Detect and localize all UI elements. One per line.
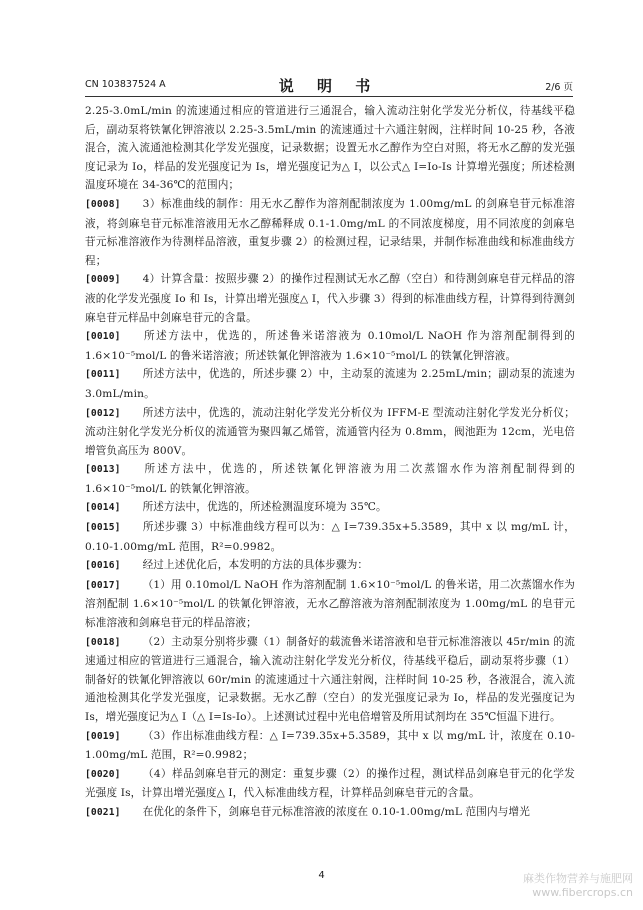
- paragraph: [85, 803, 575, 823]
- paragraph-text: 所述方法中，优选的，所述检测温度环境为 35℃。: [142, 501, 387, 514]
- paragraph: [85, 365, 575, 403]
- document-title: 说 明 书: [278, 77, 380, 95]
- paragraph-text: 所述方法中，优选的，所述铁氰化钾溶液为用二次蒸馏水作为溶剂配制得到的 1.6×10⁻⁵mol/L 的铁氰化钾溶液。: [85, 463, 575, 495]
- paragraph: [85, 498, 575, 518]
- page-number: 4: [318, 870, 325, 881]
- paragraph-text: 所述步骤 3）中标准曲线方程可以为：△ I=739.35x+5.3589，其中 x 以 mg/mL 计，0.10-1.00mg/mL 范围，R²=0.9982。: [85, 521, 575, 553]
- document-body: [85, 102, 575, 823]
- paragraph-text: 3）标准曲线的制作：用无水乙醇作为溶剂配制浓度为 1.00mg/mL 的剑麻皂苷元标准溶液，将剑麻皂苷元标准溶液用无水乙醇稀释成 0.1-1.0mg/mL 的不同浓度梯度，用不同浓度的剑麻皂苷元标准溶液作为待测样品溶液，重复步骤 2）的检测过程，记录结果，并制作标准曲线和标准曲线方程；: [85, 197, 575, 267]
- paragraph-number: [0013]: [85, 464, 121, 476]
- paragraph-text: （3）作出标准曲线方程：△ I=739.35x+5.3589，其中 x 以 mg/mL 计，浓度在 0.10-1.00mg/mL 范围，R²=0.9982；: [85, 729, 575, 762]
- paragraph-number: [0008]: [85, 198, 121, 210]
- paragraph-text: 所述方法中，优选的，所述鲁米诺溶液为 0.10mol/L NaOH 作为溶剂配制得到的 1.6×10⁻⁵mol/L 的鲁米诺溶液；所述铁氰化钾溶液为 1.6×10⁻⁵mol/L 的铁氰化钾溶液。: [85, 330, 575, 362]
- paragraph-text: 所述方法中，优选的，流动注射化学发光分析仪为 IFFM-E 型流动注射化学发光分析仪；流动注射化学发光分析仪的流通管为聚四氟乙烯管，流通管内径为 0.8mm，阀池距为 12cm，光电倍增管负高压为 800V。: [85, 406, 575, 457]
- paragraph-text: （2）主动泵分别将步骤（1）制备好的载流鲁米诺溶液和皂苷元标准溶液以 45r/min 的流速通过相应的管道进行三通混合，输入流动注射化学发光分析仪，待基线平稳后，副动泵将步骤（1）制备好的铁氰化钾溶液以 60r/min 的流速通过十六通注射阀，注样时间 10-25 秒，各液混合，流入流通池检测其化学发光强度，记录数据。无水乙醇（空白）的发光强度记录为 Io，样品的发光强度记为 Is，增光强度记为△ I（△ I=Is-Io）。上述测试过程中光电倍增管及所用试剂均在 35℃恒温下进行。: [85, 635, 575, 723]
- paragraph-text: 在优化的条件下，剑麻皂苷元标准溶液的浓度在 0.10-1.00mg/mL 范围内与增光: [142, 805, 531, 818]
- paragraph-number: [0020]: [85, 768, 121, 780]
- paragraph: [85, 195, 575, 270]
- paragraph: [85, 556, 575, 576]
- paragraph-number: [0019]: [85, 730, 121, 742]
- paragraph-text: 所述方法中，优选的，所述步骤 2）中，主动泵的流速为 2.25mL/min；副动泵的流速为 3.0mL/min。: [85, 368, 575, 400]
- paragraph-text: 经过上述优化后，本发明的方法的具体步骤为：: [142, 559, 369, 572]
- paragraph: [85, 518, 575, 556]
- page-reference: 2/6 页: [545, 82, 573, 93]
- paragraph-text: （1）用 0.10mol/L NaOH 作为溶剂配制 1.6×10⁻⁵mol/L 的鲁米诺，用二次蒸馏水作为溶剂配制 1.6×10⁻⁵mol/L 的铁氰化钾溶液，无水乙醇溶液为溶剂配制浓度为 1.00mg/mL 的皂苷元标准溶液和剑麻皂苷元的样品溶液；: [85, 578, 575, 630]
- site-watermark: [523, 872, 633, 900]
- watermark-name: 麻类作物营养与施肥网: [523, 872, 633, 885]
- paragraph: [85, 404, 575, 461]
- paragraph: [85, 270, 575, 327]
- paragraph-number: [0021]: [85, 806, 121, 818]
- patent-number: CN 103837524 A: [85, 79, 166, 90]
- paragraph-number: [0015]: [85, 522, 121, 534]
- paragraph-number: [0016]: [85, 560, 121, 572]
- paragraph-number: [0010]: [85, 331, 121, 343]
- page-header: [85, 74, 573, 97]
- paragraph-number: [0009]: [85, 274, 121, 286]
- paragraph-number: [0012]: [85, 407, 121, 419]
- paragraph-text: 4）计算含量：按照步骤 2）的操作过程测试无水乙醇（空白）和待测剑麻皂苷元样品的溶液的化学发光强度 Io 和 Is，计算出增光强度△ I，代入步骤 3）得到的标准曲线方程，计算得到待测剑麻皂苷元样品中剑麻皂苷元的含量。: [85, 273, 575, 324]
- paragraph: [85, 765, 575, 803]
- paragraph: [85, 327, 575, 365]
- paragraph: [85, 727, 575, 765]
- paragraph-text: （4）样品剑麻皂苷元的测定：重复步骤（2）的操作过程，测试样品剑麻皂苷元的化学发光强度 Is，计算出增光强度△ I，代入标准曲线方程，计算样品剑麻皂苷元的含量。: [85, 767, 575, 800]
- paragraph: [85, 576, 575, 633]
- paragraph-number: [0011]: [85, 369, 121, 381]
- watermark-url: www.fibercrops.cn: [532, 886, 633, 899]
- paragraph: [85, 633, 575, 727]
- paragraph-number: [0018]: [85, 636, 121, 648]
- paragraph-text: 2.25-3.0mL/min 的流速通过相应的管道进行三通混合，输入流动注射化学发光分析仪，待基线平稳后，副动泵将铁氰化钾溶液以 2.25-3.5mL/min 的流速通过十六通注射阀，注样时间 10-25 秒，各液混合，流入流通池检测其化学发光强度，记录数据；设置无水乙醇作为空白对照，将无水乙醇的发光强度记录为 Io，样品的发光强度记为 Is，增光强度记为△ I，以公式△ I=Io-Is 计算增光强度；所述检测温度环境在 34-36℃的范围内；: [85, 105, 575, 192]
- paragraph: [85, 102, 575, 195]
- paragraph: [85, 460, 575, 498]
- paragraph-number: [0014]: [85, 502, 121, 514]
- paragraph-number: [0017]: [85, 579, 121, 591]
